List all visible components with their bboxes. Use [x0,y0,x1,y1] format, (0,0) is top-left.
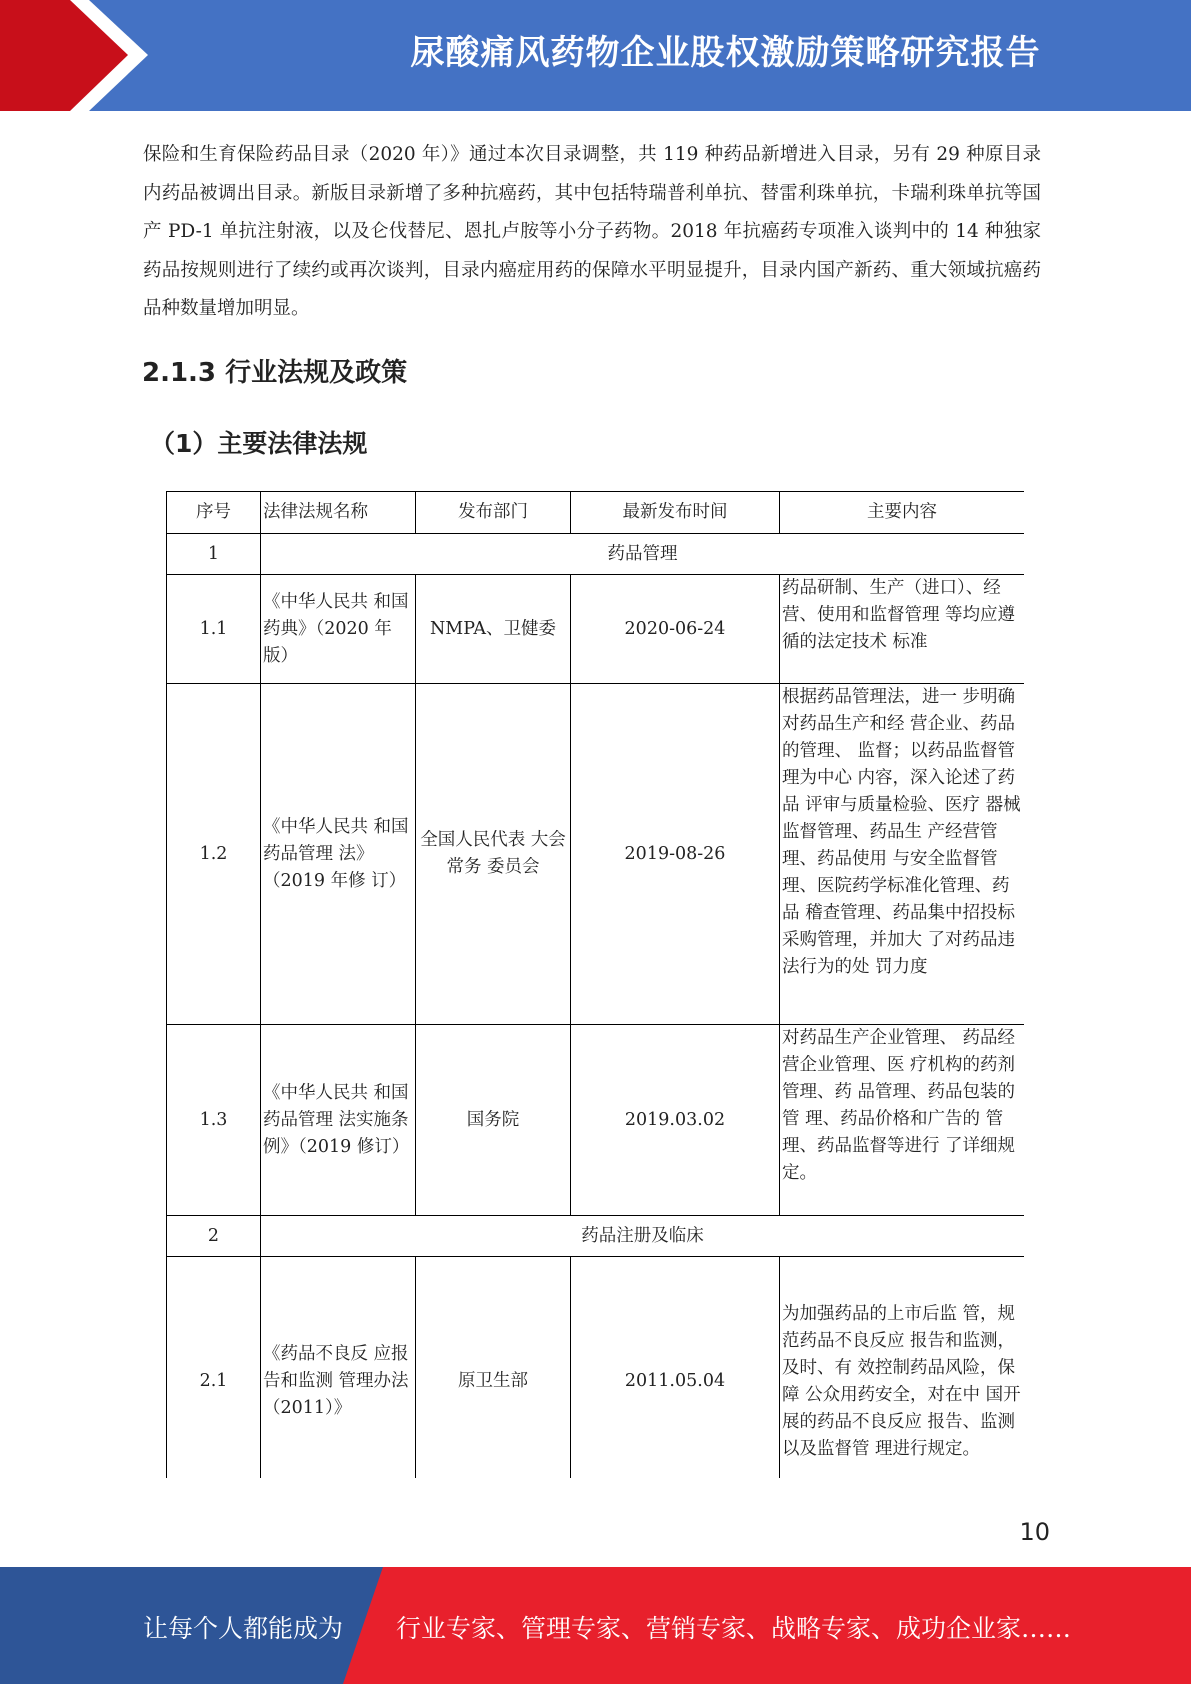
header-name: 法律法规名称 [261,492,416,534]
subsection-heading: （1）主要法律法规 [150,429,368,458]
footer-slogan-right: 行业专家、管理专家、营销专家、战略专家、成功企业家…… [396,1614,1072,1643]
page-header [0,0,1191,111]
footer-slogan-left: 让每个人都能成为 [143,1614,344,1643]
header-dept: 发布部门 [416,492,571,534]
row-date: 2011.05.04 [571,1257,780,1479]
intro-paragraph: 保险和生育保险药品目录（2020 年）》通过本次目录调整，共 119 种药品新增进入目录，另有 29 种原目录内药品被调出目录。新版目录新增了多种抗癌药，其中包括特瑞普利单抗、替雷利珠单抗，卡瑞利珠单抗等国产 PD-1 单抗注射液，以及仑伐替尼、恩扎卢胺等小分子药物。2018 年抗癌药专项准入谈判中的 14 种独家药品按规则进行了续约或再次谈判，目录内癌症用药的保障水平明显提升，目录内国产新药、重大领域抗癌药品种数量增加明显。 [143,144,1041,319]
row-no: 1.1 [167,575,261,684]
header-content: 主要内容 [780,492,1025,534]
regulations-table [166,491,1024,1478]
row-name: 《中华人民共 和国药品管理 法实施条例》（2019 修订） [261,1025,416,1216]
row-dept: NMPA、卫健委 [416,575,571,684]
report-title: 尿酸痛风药物企业股权激励策略研究报告 [410,33,1041,73]
section-heading: 2.1.3 行业法规及政策 [142,358,408,388]
table-row [167,1025,1025,1216]
row-name: 《中华人民共 和国药典》（2020 年版） [261,575,416,684]
row-content: 药品研制、生产（进口）、经营、使用和监督管理 等均应遵循的法定技术 标准 [780,575,1025,684]
table-row [167,1257,1025,1479]
row-name: 《中华人民共 和国药品管理 法》（2019 年修 订） [261,684,416,1025]
table-row [167,684,1025,1025]
row-no: 2.1 [167,1257,261,1479]
group-no: 1 [167,534,261,575]
row-dept: 全国人民代表 大会常务 委员会 [416,684,571,1025]
row-no: 1.2 [167,684,261,1025]
row-content: 对药品生产企业管理、 药品经营企业管理、医 疗机构的药剂管理、药 品管理、药品包装的管 理、药品价格和广告的 管理、药品监督等进行 了详细规定。 [780,1025,1025,1216]
group-row [167,1216,1025,1257]
group-title: 药品注册及临床 [261,1216,1025,1257]
row-date: 2019.03.02 [571,1025,780,1216]
row-no: 1.3 [167,1025,261,1216]
row-name: 《药品不良反 应报告和监测 管理办法（2011）》 [261,1257,416,1479]
page-number: 10 [1019,1518,1050,1546]
group-row [167,534,1025,575]
row-date: 2019-08-26 [571,684,780,1025]
row-content: 根据药品管理法，进一 步明确对药品生产和经 营企业、药品的管理、 监督；以药品监督管理为中心 内容，深入论述了药品 评审与质量检验、医疗 器械监督管理、药品生 产经营管理、药品使用 与安全监督管理、医院药学标准化管理、药品 稽查管理、药品集中招投标采购管理，并加大 了对药品违法行为的处 罚力度 [782,687,1021,977]
header-no: 序号 [167,492,261,534]
table-row [167,575,1025,684]
row-content: 为加强药品的上市后监 管，规范药品不良反应 报告和监测，及时、有 效控制药品风险，保障 公众用药安全，对在中 国开展的药品不良反应 报告、监测以及监督管 理进行规定。 [780,1257,1025,1479]
header-date: 最新发布时间 [571,492,780,534]
regulations-table-container [166,491,1024,1478]
row-date: 2020-06-24 [571,575,780,684]
group-title: 药品管理 [261,534,1025,575]
group-no: 2 [167,1216,261,1257]
row-dept: 国务院 [416,1025,571,1216]
table-header-row [167,492,1025,534]
row-dept: 原卫生部 [416,1257,571,1479]
